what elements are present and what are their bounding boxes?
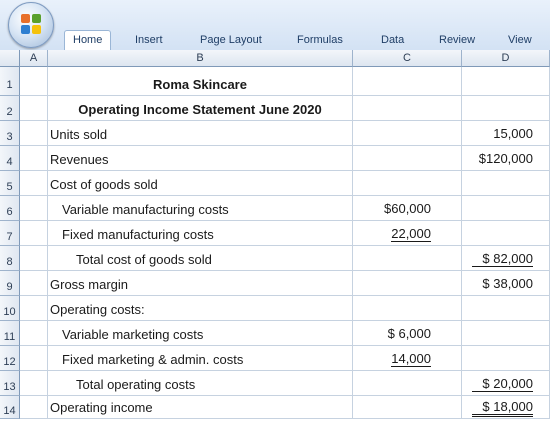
total-value: $ 20,000 <box>472 376 533 392</box>
cell-a5[interactable] <box>20 171 48 196</box>
cell-c13[interactable] <box>353 371 462 396</box>
cell-d6[interactable] <box>462 196 550 221</box>
row-header-13[interactable]: 13 <box>0 371 20 396</box>
row-header-9[interactable]: 9 <box>0 271 20 296</box>
total-value: 15,000 <box>493 126 533 141</box>
cell-c6[interactable] <box>353 196 462 221</box>
row-label: Variable marketing costs <box>62 327 204 342</box>
row-label: Operating costs: <box>50 302 145 317</box>
cell-a11[interactable] <box>20 321 48 346</box>
tab-data[interactable]: Data <box>381 34 405 46</box>
row-label: Units sold <box>50 127 108 142</box>
cell-c3[interactable] <box>353 121 462 146</box>
row-label: Total cost of goods sold <box>76 252 212 267</box>
tab-home[interactable]: Home <box>64 30 111 50</box>
cell-c10[interactable] <box>353 296 462 321</box>
cell-b14[interactable] <box>48 396 353 419</box>
cell-c9[interactable] <box>353 271 462 296</box>
row-label: Fixed manufacturing costs <box>62 227 214 242</box>
row-label: Operating income <box>50 400 153 415</box>
office-button[interactable] <box>8 2 54 48</box>
cell-c7[interactable] <box>353 221 462 246</box>
cell-d8[interactable] <box>462 246 550 271</box>
cell-d10[interactable] <box>462 296 550 321</box>
cell-c8[interactable] <box>353 246 462 271</box>
cell-a7[interactable] <box>20 221 48 246</box>
cell-d5[interactable] <box>462 171 550 196</box>
cell-b2[interactable] <box>48 96 353 121</box>
tab-insert[interactable]: Insert <box>135 34 163 46</box>
cell-b12[interactable] <box>48 346 353 371</box>
cell-d3[interactable] <box>462 121 550 146</box>
amount-value: 14,000 <box>391 351 431 366</box>
total-value: $ 18,000 <box>472 399 533 417</box>
cell-b4[interactable] <box>48 146 353 171</box>
cell-d7[interactable] <box>462 221 550 246</box>
cell-b13[interactable] <box>48 371 353 396</box>
cell-b10[interactable] <box>48 296 353 321</box>
cell-a6[interactable] <box>20 196 48 221</box>
cell-a2[interactable] <box>20 96 48 121</box>
column-header-a[interactable]: A <box>20 50 48 67</box>
row-header-7[interactable]: 7 <box>0 221 20 246</box>
total-value: $120,000 <box>478 151 533 166</box>
tab-formulas[interactable]: Formulas <box>297 34 343 46</box>
row-header-6[interactable]: 6 <box>0 196 20 221</box>
tab-review[interactable]: Review <box>439 34 476 46</box>
cell-a8[interactable] <box>20 246 48 271</box>
cell-a12[interactable] <box>20 346 48 371</box>
cell-c4[interactable] <box>353 146 462 171</box>
cell-b9[interactable] <box>48 271 353 296</box>
ribbon <box>0 0 550 51</box>
column-header-b[interactable]: B <box>48 50 353 67</box>
cell-c14[interactable] <box>353 396 462 419</box>
tab-view[interactable]: View <box>508 34 532 46</box>
row-header-1[interactable]: 1 <box>0 67 20 96</box>
cell-a1[interactable] <box>20 67 48 96</box>
row-header-4[interactable]: 4 <box>0 146 20 171</box>
row-label: Revenues <box>50 152 109 167</box>
cell-d2[interactable] <box>462 96 550 121</box>
row-label: Total operating costs <box>76 377 196 392</box>
cell-d13[interactable] <box>462 371 550 396</box>
cell-b3[interactable] <box>48 121 353 146</box>
cell-b11[interactable] <box>48 321 353 346</box>
row-header-3[interactable]: 3 <box>0 121 20 146</box>
cell-d12[interactable] <box>462 346 550 371</box>
row-header-2[interactable]: 2 <box>0 96 20 121</box>
cell-a9[interactable] <box>20 271 48 296</box>
tab-page-layout[interactable]: Page Layout <box>200 34 262 46</box>
row-label: Operating Income Statement June 2020 <box>78 102 322 117</box>
office-logo-icon <box>21 14 41 34</box>
cell-a4[interactable] <box>20 146 48 171</box>
row-header-10[interactable]: 10 <box>0 296 20 321</box>
cell-b8[interactable] <box>48 246 353 271</box>
row-header-12[interactable]: 12 <box>0 346 20 371</box>
cell-c12[interactable] <box>353 346 462 371</box>
cell-b7[interactable] <box>48 221 353 246</box>
cell-c11[interactable] <box>353 321 462 346</box>
cell-a14[interactable] <box>20 396 48 419</box>
cell-c5[interactable] <box>353 171 462 196</box>
cell-d14[interactable] <box>462 396 550 419</box>
amount-value: 22,000 <box>391 226 431 241</box>
cell-a13[interactable] <box>20 371 48 396</box>
row-label: Variable manufacturing costs <box>62 202 229 217</box>
cell-d4[interactable] <box>462 146 550 171</box>
row-label: Roma Skincare <box>153 77 247 92</box>
row-label: Gross margin <box>50 277 129 292</box>
cell-a3[interactable] <box>20 121 48 146</box>
amount-value: $60,000 <box>384 201 431 216</box>
total-value: $ 82,000 <box>472 251 533 267</box>
cell-d9[interactable] <box>462 271 550 296</box>
cell-c1[interactable] <box>353 67 462 96</box>
cell-a10[interactable] <box>20 296 48 321</box>
row-label: Fixed marketing & admin. costs <box>62 352 244 367</box>
cell-d11[interactable] <box>462 321 550 346</box>
row-header-8[interactable]: 8 <box>0 246 20 271</box>
column-header-c[interactable]: C <box>353 50 462 67</box>
cell-d1[interactable] <box>462 67 550 96</box>
row-header-5[interactable]: 5 <box>0 171 20 196</box>
row-header-14[interactable]: 14 <box>0 396 20 419</box>
cell-c2[interactable] <box>353 96 462 121</box>
select-all-corner[interactable] <box>0 50 20 67</box>
row-header-11[interactable]: 11 <box>0 321 20 346</box>
total-value: $ 38,000 <box>482 276 533 291</box>
cell-b1[interactable] <box>48 67 353 96</box>
amount-value: $ 6,000 <box>387 326 431 341</box>
cell-b5[interactable] <box>48 171 353 196</box>
row-label: Cost of goods sold <box>50 177 158 192</box>
ribbon-tabs <box>64 30 550 50</box>
cell-b6[interactable] <box>48 196 353 221</box>
spreadsheet-grid <box>0 50 550 419</box>
column-header-d[interactable]: D <box>462 50 550 67</box>
